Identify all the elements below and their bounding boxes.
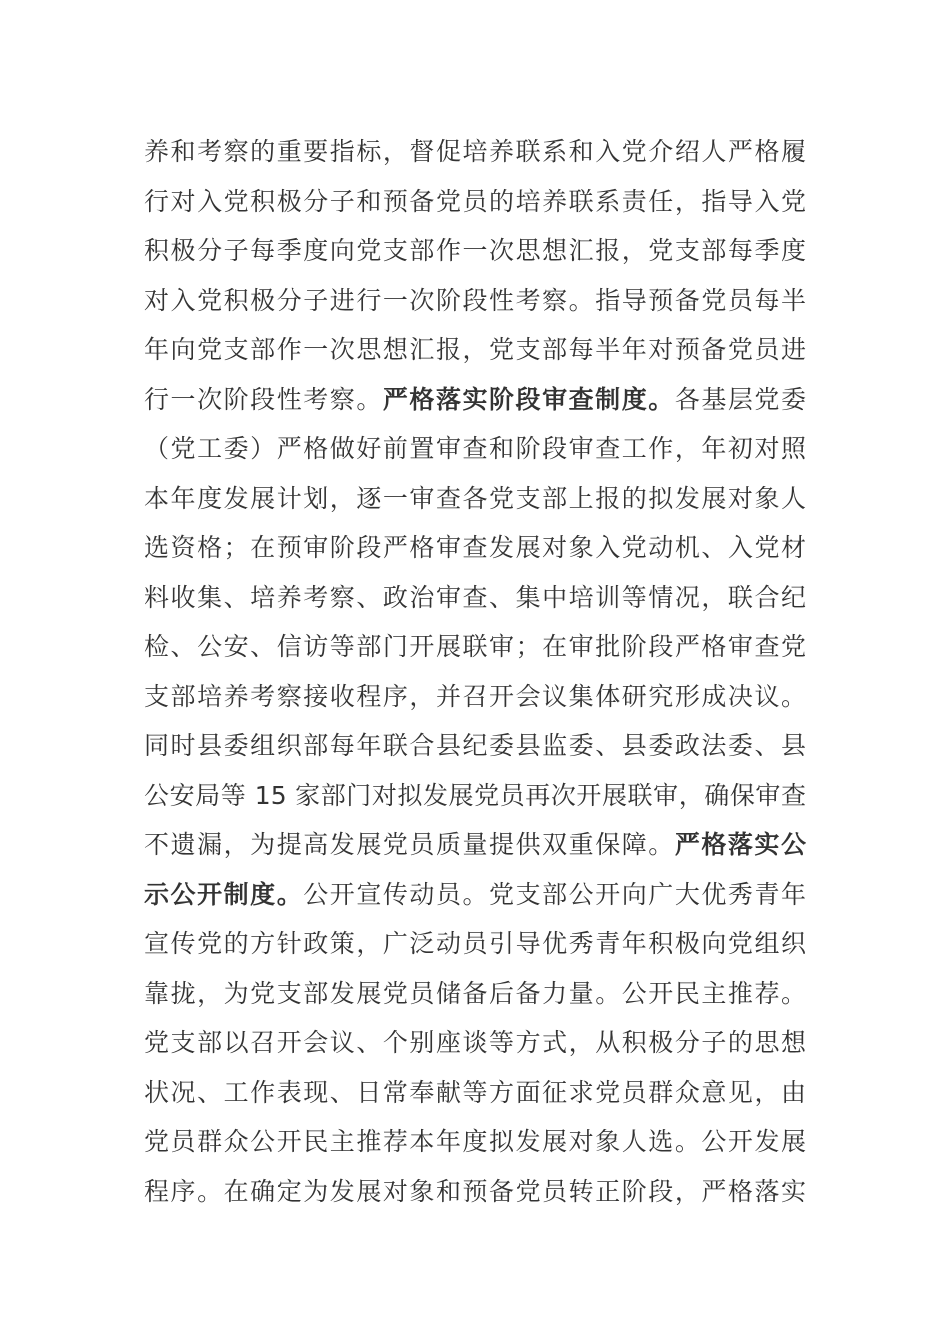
text-run: 党员群众公开民主推荐本年度拟发展对象人选。公开发展 (144, 1127, 806, 1156)
text-line (144, 969, 806, 1019)
text-line (144, 523, 806, 573)
text-run: 各基层党委 (674, 384, 806, 414)
text-run: 本年度发展计划，逐一审查各党支部上报的拟发展对象人 (144, 483, 806, 513)
text-run: 养和考察的重要指标，督促培养联系和入党介绍人严格履 (144, 137, 806, 166)
text-line (144, 424, 806, 474)
text-run: 对入党积极分子进行一次阶段性考察。指导预备党员每半 (144, 285, 806, 315)
text-run: 积极分子每季度向党支部作一次思想汇报，党支部每季度 (144, 236, 806, 265)
text-run: 选资格；在预审阶段严格审查发展对象入党动机、入党材 (144, 533, 806, 562)
text-line (144, 127, 806, 177)
body-paragraph (144, 127, 806, 1216)
text-run: 不遗漏，为提高发展党员质量提供双重保障。 (144, 830, 675, 859)
text-line (144, 771, 806, 821)
text-run: 状况、工作表现、日常奉献等方面征求党员群众意见，由 (144, 1077, 806, 1107)
text-line (144, 226, 806, 276)
text-line (144, 721, 806, 771)
text-line (144, 375, 806, 425)
text-line (144, 919, 806, 969)
text-line (144, 672, 806, 722)
text-line (144, 870, 806, 920)
bold-heading-run: 示公开制度。 (144, 879, 304, 909)
text-line (144, 276, 806, 326)
text-run: 支部培养考察接收程序，并召开会议集体研究形成决议。 (144, 681, 806, 711)
text-run: 公开宣传动员。党支部公开向广大优秀青年 (303, 879, 806, 909)
text-run: 靠拢，为党支部发展党员储备后备力量。公开民主推荐。 (144, 978, 806, 1008)
text-run: （党工委）严格做好前置审查和阶段审查工作，年初对照 (144, 434, 806, 463)
bold-heading-run: 严格落实公 (674, 830, 806, 859)
text-run: 宣传党的方针政策，广泛动员引导优秀青年积极向党组织 (144, 929, 806, 958)
text-run: 公安局等 15 家部门对拟发展党员再次开展联审，确保审查 (144, 780, 806, 810)
text-line (144, 573, 806, 623)
text-line (144, 474, 806, 524)
text-run: 检、公安、信访等部门开展联审；在审批阶段严格审查党 (144, 632, 806, 661)
text-run: 行一次阶段性考察。 (144, 384, 383, 414)
text-line (144, 1117, 806, 1167)
text-line (144, 1068, 806, 1118)
bold-heading-run: 严格落实阶段审查制度。 (382, 384, 675, 414)
text-run: 料收集、培养考察、政治审查、集中培训等情况，联合纪 (144, 582, 806, 612)
text-run: 年向党支部作一次思想汇报，党支部每半年对预备党员进 (144, 335, 806, 364)
text-line (144, 1167, 806, 1217)
text-line (144, 177, 806, 227)
text-line (144, 820, 806, 870)
text-line (144, 622, 806, 672)
text-line (144, 325, 806, 375)
text-run: 党支部以召开会议、个别座谈等方式，从积极分子的思想 (144, 1028, 806, 1057)
text-line (144, 1018, 806, 1068)
text-run: 同时县委组织部每年联合县纪委县监委、县委政法委、县 (144, 731, 806, 760)
text-run: 行对入党积极分子和预备党员的培养联系责任，指导入党 (144, 186, 806, 216)
text-run: 程序。在确定为发展对象和预备党员转正阶段，严格落实 (144, 1176, 806, 1206)
